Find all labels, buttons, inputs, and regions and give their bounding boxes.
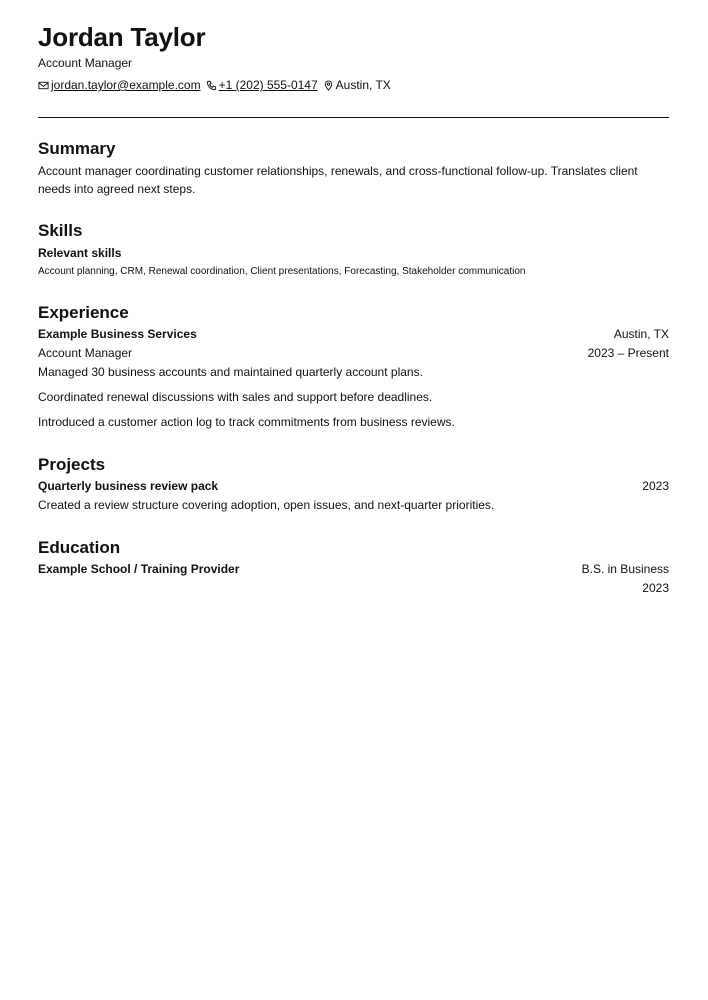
summary-heading: Summary <box>38 139 116 158</box>
map-pin-icon <box>323 80 334 91</box>
experience-location: Austin, TX <box>613 327 669 341</box>
phone-link[interactable]: +1 (202) 555-0147 <box>218 78 318 92</box>
experience-company: Example Business Services <box>38 327 197 341</box>
education-school: Example School / Training Provider <box>38 562 240 576</box>
contact-phone <box>206 77 318 93</box>
envelope-icon <box>38 80 49 91</box>
experience-dates: 2023 – Present <box>587 346 669 360</box>
candidate-headline: Account Manager <box>38 56 133 70</box>
projects-heading: Projects <box>38 455 106 474</box>
skills-heading: Skills <box>38 221 83 240</box>
contact-email <box>38 77 201 93</box>
location-text: Austin, TX <box>335 78 391 92</box>
experience-heading: Experience <box>38 303 129 322</box>
experience-bullet: Introduced a customer action log to track commitments from business reviews. <box>38 415 455 429</box>
project-description: Created a review structure covering adoption, open issues, and next-quarter priorities. <box>38 498 495 512</box>
contact-location <box>323 77 391 93</box>
header-divider <box>38 117 669 118</box>
email-link[interactable]: jordan.taylor@example.com <box>51 78 201 92</box>
skills-list: Account planning, CRM, Renewal coordination, Client presentations, Forecasting, Stakeholder communication <box>38 266 526 277</box>
contact-row <box>38 77 396 93</box>
experience-role: Account Manager <box>38 346 133 360</box>
candidate-name: Jordan Taylor <box>38 22 206 52</box>
education-year: 2023 <box>642 581 669 595</box>
experience-bullet: Managed 30 business accounts and maintained quarterly account plans. <box>38 365 423 379</box>
project-name: Quarterly business review pack <box>38 479 219 493</box>
education-degree: B.S. in Business <box>581 562 669 576</box>
project-year: 2023 <box>642 479 669 493</box>
education-heading: Education <box>38 538 121 557</box>
phone-icon <box>206 80 217 91</box>
experience-bullet: Coordinated renewal discussions with sales and support before deadlines. <box>38 390 433 404</box>
summary-text: Account manager coordinating customer relationships, renewals, and cross-functional follow-up. Translates client needs into agreed next steps. <box>38 164 638 196</box>
skills-group-label: Relevant skills <box>38 246 122 260</box>
